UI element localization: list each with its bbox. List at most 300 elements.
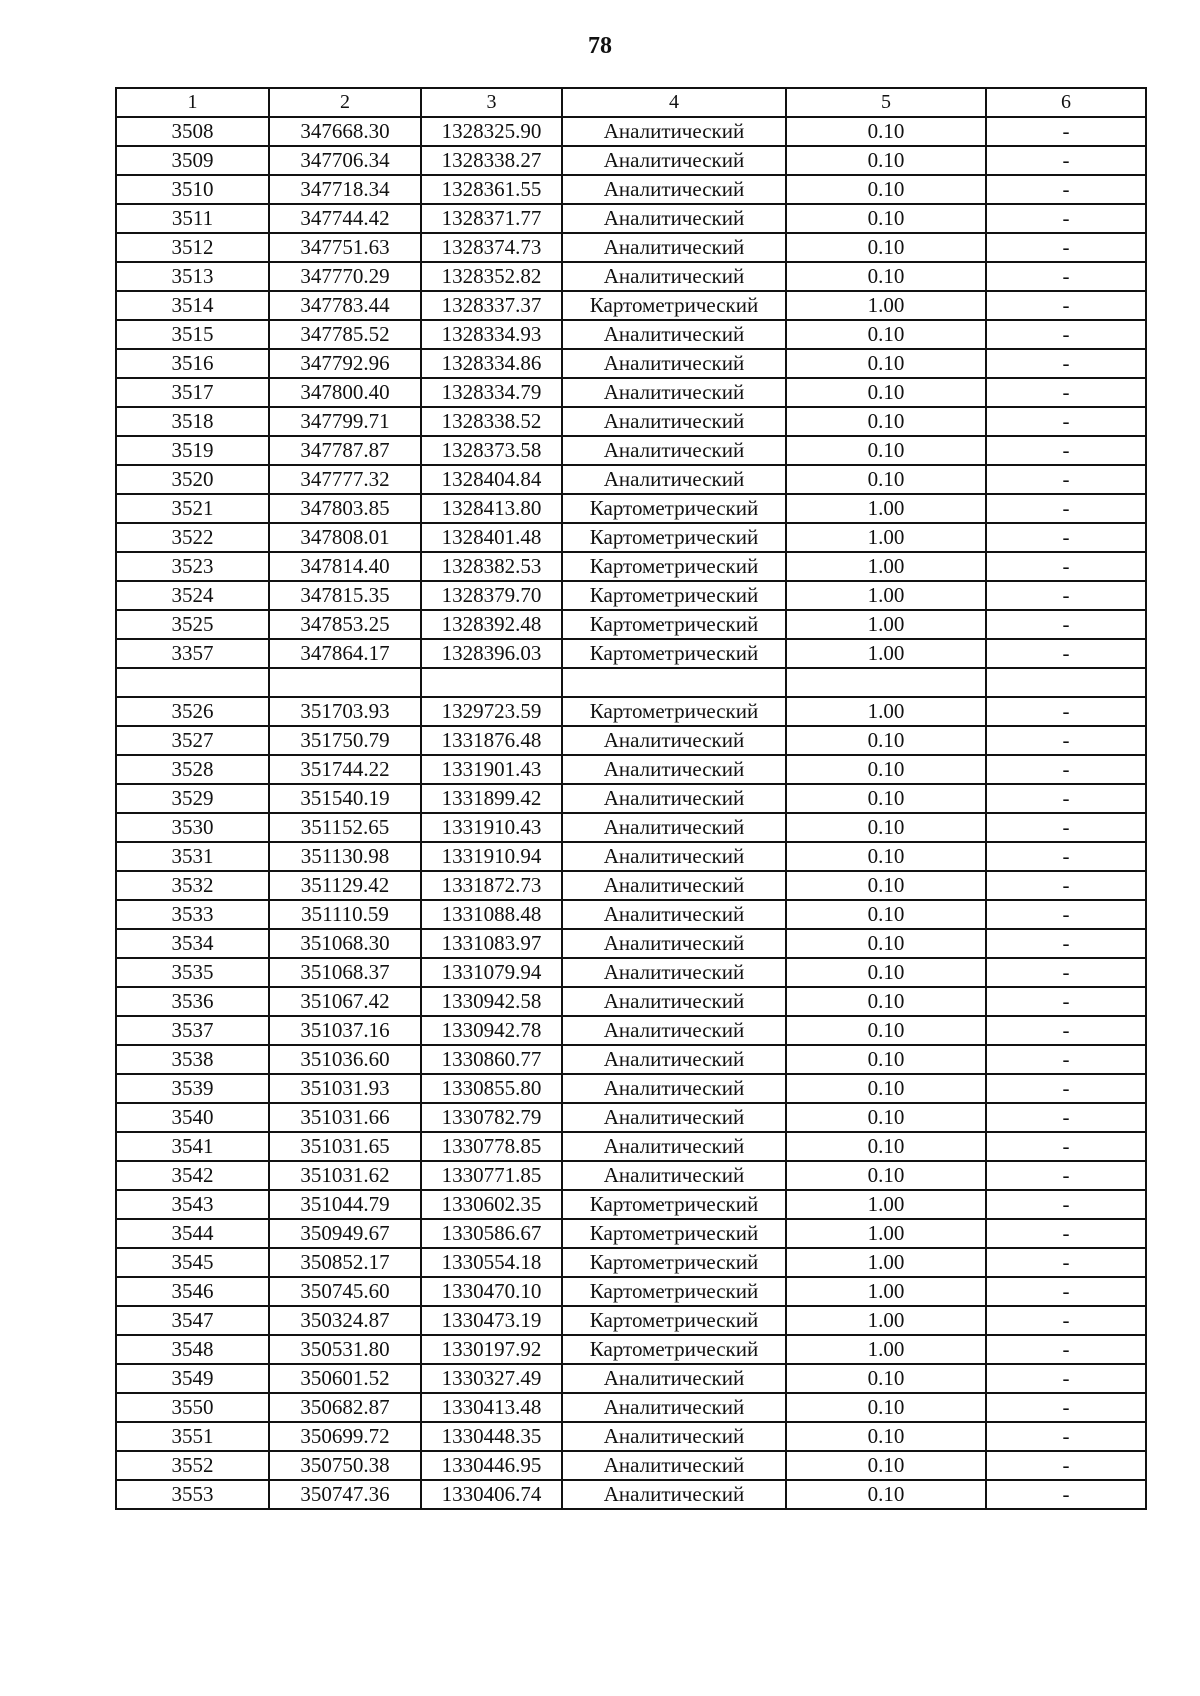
note-cell: - — [986, 233, 1146, 262]
x-coordinate-cell: 351031.65 — [269, 1132, 421, 1161]
table-row — [116, 1422, 1146, 1451]
table-row — [116, 146, 1146, 175]
note-cell: - — [986, 610, 1146, 639]
page-number: 78 — [588, 33, 612, 59]
y-coordinate-cell: 1331079.94 — [421, 958, 562, 987]
accuracy-cell: 1.00 — [786, 523, 986, 552]
accuracy-cell: 0.10 — [786, 1045, 986, 1074]
method-cell: Аналитический — [562, 1451, 786, 1480]
note-cell: - — [986, 900, 1146, 929]
accuracy-cell: 0.10 — [786, 726, 986, 755]
point-number-cell: 3519 — [116, 436, 269, 465]
table-row — [116, 697, 1146, 726]
point-number-cell: 3357 — [116, 639, 269, 668]
method-cell: Аналитический — [562, 465, 786, 494]
y-coordinate-cell: 1330473.19 — [421, 1306, 562, 1335]
method-cell: Аналитический — [562, 1422, 786, 1451]
accuracy-cell: 0.10 — [786, 842, 986, 871]
method-cell: Картометрический — [562, 523, 786, 552]
y-coordinate-cell: 1331872.73 — [421, 871, 562, 900]
note-cell: - — [986, 146, 1146, 175]
accuracy-cell: 0.10 — [786, 117, 986, 146]
point-number-cell: 3542 — [116, 1161, 269, 1190]
note-cell: - — [986, 755, 1146, 784]
x-coordinate-cell: 350745.60 — [269, 1277, 421, 1306]
point-number-cell: 3513 — [116, 262, 269, 291]
accuracy-cell: 1.00 — [786, 1306, 986, 1335]
table-row — [116, 958, 1146, 987]
accuracy-cell: 0.10 — [786, 1364, 986, 1393]
x-coordinate-cell: 347785.52 — [269, 320, 421, 349]
table-row — [116, 378, 1146, 407]
x-coordinate-cell: 347744.42 — [269, 204, 421, 233]
method-cell: Аналитический — [562, 436, 786, 465]
table-row — [116, 1016, 1146, 1045]
table-row — [116, 436, 1146, 465]
table-row — [116, 407, 1146, 436]
column-header-5: 5 — [786, 88, 986, 117]
column-header-2: 2 — [269, 88, 421, 117]
x-coordinate-cell: 351744.22 — [269, 755, 421, 784]
method-cell: Аналитический — [562, 1480, 786, 1509]
table-row — [116, 1277, 1146, 1306]
note-cell: - — [986, 581, 1146, 610]
method-cell: Аналитический — [562, 378, 786, 407]
note-cell: - — [986, 494, 1146, 523]
y-coordinate-cell: 1328361.55 — [421, 175, 562, 204]
y-coordinate-cell: 1330602.35 — [421, 1190, 562, 1219]
table-row — [116, 900, 1146, 929]
x-coordinate-cell: 347706.34 — [269, 146, 421, 175]
accuracy-cell: 0.10 — [786, 320, 986, 349]
point-number-cell: 3508 — [116, 117, 269, 146]
point-number-cell: 3546 — [116, 1277, 269, 1306]
accuracy-cell: 1.00 — [786, 494, 986, 523]
table-row — [116, 1161, 1146, 1190]
point-number-cell: 3534 — [116, 929, 269, 958]
x-coordinate-cell: 347800.40 — [269, 378, 421, 407]
accuracy-cell: 0.10 — [786, 958, 986, 987]
point-number-cell: 3514 — [116, 291, 269, 320]
accuracy-cell: 0.10 — [786, 233, 986, 262]
y-coordinate-cell: 1330413.48 — [421, 1393, 562, 1422]
note-cell: - — [986, 378, 1146, 407]
table-row — [116, 117, 1146, 146]
table-header — [116, 88, 1146, 117]
method-cell: Аналитический — [562, 1161, 786, 1190]
point-number-cell: 3533 — [116, 900, 269, 929]
method-cell: Аналитический — [562, 871, 786, 900]
x-coordinate-cell: 350949.67 — [269, 1219, 421, 1248]
y-coordinate-cell: 1330197.92 — [421, 1335, 562, 1364]
table-row — [116, 1451, 1146, 1480]
method-cell: Картометрический — [562, 1277, 786, 1306]
note-cell: - — [986, 1364, 1146, 1393]
x-coordinate-cell: 347814.40 — [269, 552, 421, 581]
note-cell: - — [986, 1451, 1146, 1480]
note-cell: - — [986, 1335, 1146, 1364]
accuracy-cell: 0.10 — [786, 262, 986, 291]
y-coordinate-cell: 1330778.85 — [421, 1132, 562, 1161]
note-cell: - — [986, 1277, 1146, 1306]
y-coordinate-cell: 1328334.93 — [421, 320, 562, 349]
x-coordinate-cell: 347803.85 — [269, 494, 421, 523]
accuracy-cell: 0.10 — [786, 436, 986, 465]
accuracy-cell: 0.10 — [786, 1103, 986, 1132]
accuracy-cell: 0.10 — [786, 987, 986, 1016]
point-number-cell: 3529 — [116, 784, 269, 813]
point-number-cell: 3521 — [116, 494, 269, 523]
y-coordinate-cell: 1328334.79 — [421, 378, 562, 407]
method-cell: Картометрический — [562, 494, 786, 523]
x-coordinate-cell: 351031.66 — [269, 1103, 421, 1132]
point-number-cell: 3525 — [116, 610, 269, 639]
x-coordinate-cell: 347751.63 — [269, 233, 421, 262]
y-coordinate-cell: 1328338.27 — [421, 146, 562, 175]
x-coordinate-cell — [269, 668, 421, 697]
point-number-cell: 3522 — [116, 523, 269, 552]
method-cell: Аналитический — [562, 262, 786, 291]
table-row — [116, 1190, 1146, 1219]
table-body — [116, 117, 1146, 1509]
method-cell: Картометрический — [562, 639, 786, 668]
accuracy-cell: 0.10 — [786, 871, 986, 900]
table-row — [116, 726, 1146, 755]
point-number-cell — [116, 668, 269, 697]
point-number-cell: 3512 — [116, 233, 269, 262]
method-cell: Аналитический — [562, 320, 786, 349]
accuracy-cell: 1.00 — [786, 581, 986, 610]
point-number-cell: 3509 — [116, 146, 269, 175]
x-coordinate-cell: 347815.35 — [269, 581, 421, 610]
x-coordinate-cell: 347853.25 — [269, 610, 421, 639]
note-cell: - — [986, 1132, 1146, 1161]
y-coordinate-cell: 1328373.58 — [421, 436, 562, 465]
x-coordinate-cell: 351152.65 — [269, 813, 421, 842]
x-coordinate-cell: 347799.71 — [269, 407, 421, 436]
accuracy-cell: 0.10 — [786, 755, 986, 784]
method-cell: Картометрический — [562, 1219, 786, 1248]
method-cell: Аналитический — [562, 1103, 786, 1132]
point-number-cell: 3510 — [116, 175, 269, 204]
table-row — [116, 987, 1146, 1016]
note-cell: - — [986, 1190, 1146, 1219]
y-coordinate-cell: 1328404.84 — [421, 465, 562, 494]
x-coordinate-cell: 350324.87 — [269, 1306, 421, 1335]
method-cell: Аналитический — [562, 755, 786, 784]
method-cell: Аналитический — [562, 175, 786, 204]
method-cell: Картометрический — [562, 291, 786, 320]
point-number-cell: 3523 — [116, 552, 269, 581]
accuracy-cell: 0.10 — [786, 1132, 986, 1161]
accuracy-cell: 1.00 — [786, 552, 986, 581]
accuracy-cell: 0.10 — [786, 784, 986, 813]
method-cell: Картометрический — [562, 1306, 786, 1335]
y-coordinate-cell: 1330855.80 — [421, 1074, 562, 1103]
x-coordinate-cell: 347787.87 — [269, 436, 421, 465]
table-row — [116, 175, 1146, 204]
accuracy-cell: 0.10 — [786, 1016, 986, 1045]
note-cell: - — [986, 1248, 1146, 1277]
accuracy-cell: 1.00 — [786, 1219, 986, 1248]
table-row — [116, 494, 1146, 523]
table-row — [116, 929, 1146, 958]
x-coordinate-cell: 350699.72 — [269, 1422, 421, 1451]
point-number-cell: 3517 — [116, 378, 269, 407]
accuracy-cell: 0.10 — [786, 465, 986, 494]
note-cell: - — [986, 320, 1146, 349]
note-cell: - — [986, 465, 1146, 494]
point-number-cell: 3543 — [116, 1190, 269, 1219]
method-cell: Аналитический — [562, 900, 786, 929]
method-cell: Аналитический — [562, 349, 786, 378]
x-coordinate-cell: 350601.52 — [269, 1364, 421, 1393]
y-coordinate-cell: 1330771.85 — [421, 1161, 562, 1190]
coordinates-table — [115, 87, 1147, 1510]
note-cell: - — [986, 1480, 1146, 1509]
accuracy-cell: 0.10 — [786, 929, 986, 958]
table-row — [116, 1103, 1146, 1132]
accuracy-cell: 0.10 — [786, 146, 986, 175]
method-cell: Аналитический — [562, 1074, 786, 1103]
note-cell: - — [986, 1103, 1146, 1132]
point-number-cell: 3541 — [116, 1132, 269, 1161]
table-row — [116, 523, 1146, 552]
y-coordinate-cell: 1331899.42 — [421, 784, 562, 813]
y-coordinate-cell: 1331088.48 — [421, 900, 562, 929]
x-coordinate-cell: 351130.98 — [269, 842, 421, 871]
y-coordinate-cell: 1329723.59 — [421, 697, 562, 726]
accuracy-cell: 0.10 — [786, 1480, 986, 1509]
note-cell: - — [986, 349, 1146, 378]
point-number-cell: 3548 — [116, 1335, 269, 1364]
accuracy-cell: 1.00 — [786, 291, 986, 320]
method-cell: Аналитический — [562, 1045, 786, 1074]
y-coordinate-cell: 1328337.37 — [421, 291, 562, 320]
accuracy-cell: 1.00 — [786, 639, 986, 668]
y-coordinate-cell: 1330782.79 — [421, 1103, 562, 1132]
accuracy-cell: 0.10 — [786, 1393, 986, 1422]
y-coordinate-cell: 1331876.48 — [421, 726, 562, 755]
point-number-cell: 3550 — [116, 1393, 269, 1422]
note-cell: - — [986, 1306, 1146, 1335]
method-cell: Аналитический — [562, 987, 786, 1016]
table-row — [116, 1480, 1146, 1509]
accuracy-cell: 0.10 — [786, 204, 986, 233]
y-coordinate-cell: 1328379.70 — [421, 581, 562, 610]
x-coordinate-cell: 347864.17 — [269, 639, 421, 668]
accuracy-cell: 1.00 — [786, 1190, 986, 1219]
y-coordinate-cell: 1331083.97 — [421, 929, 562, 958]
table-row — [116, 233, 1146, 262]
column-header-3: 3 — [421, 88, 562, 117]
accuracy-cell: 1.00 — [786, 697, 986, 726]
table-row — [116, 1393, 1146, 1422]
x-coordinate-cell: 351068.37 — [269, 958, 421, 987]
method-cell: Аналитический — [562, 784, 786, 813]
point-number-cell: 3537 — [116, 1016, 269, 1045]
method-cell: Аналитический — [562, 842, 786, 871]
method-cell: Картометрический — [562, 552, 786, 581]
method-cell: Картометрический — [562, 610, 786, 639]
method-cell: Картометрический — [562, 1248, 786, 1277]
y-coordinate-cell: 1328338.52 — [421, 407, 562, 436]
note-cell: - — [986, 1161, 1146, 1190]
y-coordinate-cell — [421, 668, 562, 697]
note-cell: - — [986, 262, 1146, 291]
accuracy-cell: 0.10 — [786, 407, 986, 436]
table-row — [116, 1219, 1146, 1248]
point-number-cell: 3515 — [116, 320, 269, 349]
table-row — [116, 1364, 1146, 1393]
table-row — [116, 349, 1146, 378]
table-row — [116, 1074, 1146, 1103]
y-coordinate-cell: 1330446.95 — [421, 1451, 562, 1480]
point-number-cell: 3540 — [116, 1103, 269, 1132]
method-cell: Аналитический — [562, 146, 786, 175]
note-cell: - — [986, 1393, 1146, 1422]
x-coordinate-cell: 351068.30 — [269, 929, 421, 958]
accuracy-cell: 0.10 — [786, 349, 986, 378]
x-coordinate-cell: 351067.42 — [269, 987, 421, 1016]
method-cell: Аналитический — [562, 726, 786, 755]
note-cell: - — [986, 1074, 1146, 1103]
note-cell: - — [986, 871, 1146, 900]
point-number-cell: 3539 — [116, 1074, 269, 1103]
note-cell: - — [986, 1045, 1146, 1074]
point-number-cell: 3530 — [116, 813, 269, 842]
y-coordinate-cell: 1330470.10 — [421, 1277, 562, 1306]
point-number-cell: 3552 — [116, 1451, 269, 1480]
table-row — [116, 465, 1146, 494]
y-coordinate-cell: 1331901.43 — [421, 755, 562, 784]
accuracy-cell: 0.10 — [786, 1451, 986, 1480]
y-coordinate-cell: 1330554.18 — [421, 1248, 562, 1277]
y-coordinate-cell: 1330860.77 — [421, 1045, 562, 1074]
method-cell: Аналитический — [562, 958, 786, 987]
table-row — [116, 1306, 1146, 1335]
accuracy-cell: 1.00 — [786, 1248, 986, 1277]
x-coordinate-cell: 351129.42 — [269, 871, 421, 900]
x-coordinate-cell: 347808.01 — [269, 523, 421, 552]
point-number-cell: 3528 — [116, 755, 269, 784]
y-coordinate-cell: 1328334.86 — [421, 349, 562, 378]
table-row — [116, 842, 1146, 871]
table-row — [116, 610, 1146, 639]
accuracy-cell: 0.10 — [786, 900, 986, 929]
note-cell: - — [986, 291, 1146, 320]
accuracy-cell — [786, 668, 986, 697]
note-cell: - — [986, 1219, 1146, 1248]
table-row — [116, 813, 1146, 842]
x-coordinate-cell: 351044.79 — [269, 1190, 421, 1219]
note-cell: - — [986, 929, 1146, 958]
y-coordinate-cell: 1328325.90 — [421, 117, 562, 146]
table-row — [116, 204, 1146, 233]
accuracy-cell: 0.10 — [786, 1161, 986, 1190]
note-cell: - — [986, 842, 1146, 871]
y-coordinate-cell: 1328371.77 — [421, 204, 562, 233]
y-coordinate-cell: 1328401.48 — [421, 523, 562, 552]
method-cell: Аналитический — [562, 1364, 786, 1393]
point-number-cell: 3551 — [116, 1422, 269, 1451]
column-header-6: 6 — [986, 88, 1146, 117]
y-coordinate-cell: 1330586.67 — [421, 1219, 562, 1248]
accuracy-cell: 0.10 — [786, 813, 986, 842]
x-coordinate-cell: 350747.36 — [269, 1480, 421, 1509]
x-coordinate-cell: 351037.16 — [269, 1016, 421, 1045]
note-cell: - — [986, 697, 1146, 726]
point-number-cell: 3531 — [116, 842, 269, 871]
x-coordinate-cell: 347770.29 — [269, 262, 421, 291]
accuracy-cell: 0.10 — [786, 1422, 986, 1451]
table-row — [116, 1132, 1146, 1161]
x-coordinate-cell: 347668.30 — [269, 117, 421, 146]
method-cell — [562, 668, 786, 697]
accuracy-cell: 1.00 — [786, 1335, 986, 1364]
accuracy-cell: 1.00 — [786, 610, 986, 639]
note-cell: - — [986, 784, 1146, 813]
method-cell: Картометрический — [562, 1190, 786, 1219]
table-row — [116, 639, 1146, 668]
table-row — [116, 668, 1146, 697]
method-cell: Аналитический — [562, 204, 786, 233]
method-cell: Аналитический — [562, 407, 786, 436]
y-coordinate-cell: 1330942.58 — [421, 987, 562, 1016]
accuracy-cell: 0.10 — [786, 378, 986, 407]
x-coordinate-cell: 350682.87 — [269, 1393, 421, 1422]
x-coordinate-cell: 351036.60 — [269, 1045, 421, 1074]
x-coordinate-cell: 347783.44 — [269, 291, 421, 320]
note-cell: - — [986, 175, 1146, 204]
header-row — [116, 88, 1146, 117]
note-cell: - — [986, 436, 1146, 465]
y-coordinate-cell: 1328396.03 — [421, 639, 562, 668]
point-number-cell: 3511 — [116, 204, 269, 233]
note-cell: - — [986, 552, 1146, 581]
point-number-cell: 3526 — [116, 697, 269, 726]
x-coordinate-cell: 351540.19 — [269, 784, 421, 813]
table-row — [116, 291, 1146, 320]
x-coordinate-cell: 347792.96 — [269, 349, 421, 378]
point-number-cell: 3527 — [116, 726, 269, 755]
point-number-cell: 3536 — [116, 987, 269, 1016]
method-cell: Аналитический — [562, 233, 786, 262]
table-row — [116, 1248, 1146, 1277]
note-cell: - — [986, 958, 1146, 987]
method-cell: Аналитический — [562, 1393, 786, 1422]
table-row — [116, 552, 1146, 581]
accuracy-cell: 0.10 — [786, 1074, 986, 1103]
note-cell: - — [986, 1422, 1146, 1451]
method-cell: Аналитический — [562, 1016, 786, 1045]
point-number-cell: 3535 — [116, 958, 269, 987]
x-coordinate-cell: 351031.62 — [269, 1161, 421, 1190]
x-coordinate-cell: 350750.38 — [269, 1451, 421, 1480]
x-coordinate-cell: 351750.79 — [269, 726, 421, 755]
method-cell: Аналитический — [562, 929, 786, 958]
method-cell: Картометрический — [562, 581, 786, 610]
note-cell: - — [986, 639, 1146, 668]
point-number-cell: 3518 — [116, 407, 269, 436]
y-coordinate-cell: 1328352.82 — [421, 262, 562, 291]
point-number-cell: 3553 — [116, 1480, 269, 1509]
note-cell: - — [986, 1016, 1146, 1045]
point-number-cell: 3547 — [116, 1306, 269, 1335]
x-coordinate-cell: 351703.93 — [269, 697, 421, 726]
accuracy-cell: 1.00 — [786, 1277, 986, 1306]
note-cell: - — [986, 726, 1146, 755]
